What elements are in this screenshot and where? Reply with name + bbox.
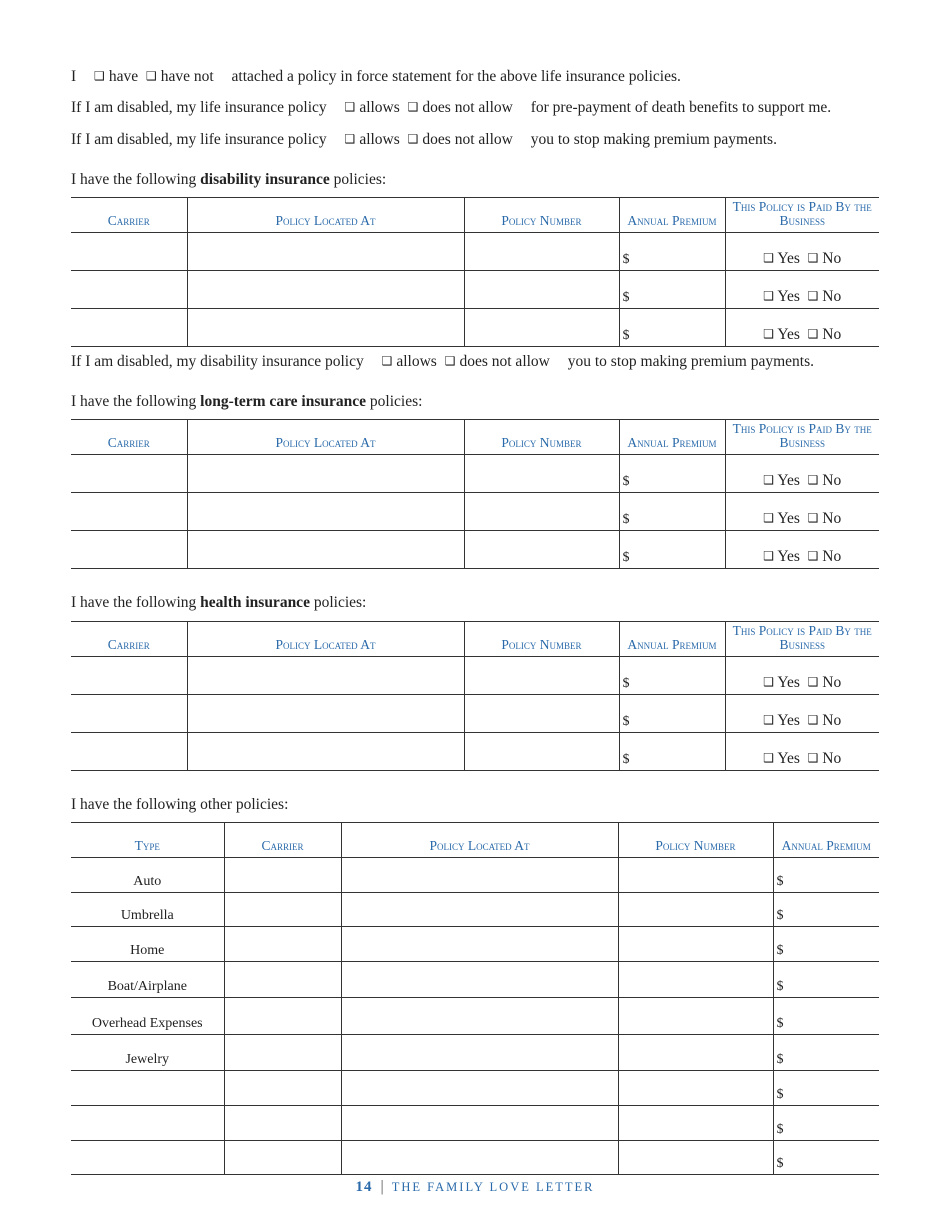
footer-title: THE FAMILY LOVE LETTER [391,1180,595,1194]
table-row [71,455,879,493]
premium-cell[interactable]: $ [619,455,725,493]
line-prefix: If I am disabled, my disability insurance policy [71,353,364,370]
no-checkbox[interactable]: ❑ [807,713,819,727]
policy-number-header: Policy Number [618,823,773,858]
policy-number-cell[interactable] [618,1035,773,1071]
carrier-cell[interactable] [71,657,187,695]
no-checkbox[interactable]: ❑ [807,473,819,487]
location-cell[interactable] [341,962,618,998]
premium-cell[interactable]: $ [619,695,725,733]
carrier-cell[interactable] [71,695,187,733]
allows-label: allows [396,353,437,370]
type-cell[interactable] [71,1071,224,1106]
does-not-allow-label: does not allow [422,99,513,116]
life-policy-statement-line [71,68,681,86]
carrier-cell[interactable] [224,1141,341,1175]
policy-number-cell[interactable] [464,309,619,347]
table-row [71,1071,879,1106]
table-row [71,962,879,998]
location-header: Policy Located At [187,198,464,233]
allows-label: allows [359,99,400,116]
other-heading: I have the following other policies: [71,796,289,813]
table-row [71,733,879,771]
carrier-cell[interactable] [224,858,341,893]
premium-cell[interactable]: $ [619,657,725,695]
paid-by-business-cell: ❑ Yes ❑ No [725,531,879,569]
table-row [71,657,879,695]
no-checkbox[interactable]: ❑ [807,289,819,303]
location-cell[interactable] [341,1035,618,1071]
carrier-cell[interactable] [224,893,341,927]
premium-cell[interactable]: $ [773,1106,879,1141]
line-prefix: I [71,68,77,85]
page-footer [0,1178,950,1196]
health-table [71,621,879,771]
location-cell[interactable] [187,455,464,493]
premium-cell[interactable]: $ [619,309,725,347]
table-row [71,858,879,893]
policy-number-cell[interactable] [464,271,619,309]
table-row [71,927,879,962]
paid-by-business-cell: ❑ Yes ❑ No [725,233,879,271]
policy-number-cell[interactable] [464,455,619,493]
carrier-cell[interactable] [71,733,187,771]
location-header: Policy Located At [341,823,618,858]
location-cell[interactable] [187,531,464,569]
yes-checkbox[interactable]: ❑ [763,251,775,265]
paid-by-business-cell: ❑ Yes ❑ No [725,309,879,347]
have-label: have [108,68,139,85]
life-premium-stop-line [71,131,777,149]
does-not-allow-label: does not allow [422,131,513,148]
policy-number-cell[interactable] [464,531,619,569]
carrier-header: Carrier [71,198,187,233]
yes-checkbox[interactable]: ❑ [763,549,775,563]
carrier-cell[interactable] [224,927,341,962]
paid-by-business-cell: ❑ Yes ❑ No [725,657,879,695]
other-policies-table [71,822,879,1175]
no-checkbox[interactable]: ❑ [807,327,819,341]
no-checkbox[interactable]: ❑ [807,511,819,525]
type-cell[interactable] [71,1106,224,1141]
location-cell[interactable] [341,1141,618,1175]
premium-cell[interactable]: $ [773,962,879,998]
yes-checkbox[interactable]: ❑ [763,751,775,765]
policy-number-cell[interactable] [464,733,619,771]
carrier-header: Carrier [224,823,341,858]
location-cell[interactable] [341,927,618,962]
policy-number-cell[interactable] [618,998,773,1035]
location-cell[interactable] [187,493,464,531]
allows-checkbox[interactable]: ❑ [344,132,356,146]
premium-cell[interactable]: $ [773,927,879,962]
disability-table [71,197,879,347]
policy-number-header: Policy Number [464,622,619,657]
type-header: Type [71,823,224,858]
premium-cell[interactable]: $ [773,1141,879,1175]
table-row [71,309,879,347]
yes-checkbox[interactable]: ❑ [763,289,775,303]
policy-number-cell[interactable] [464,493,619,531]
does-not-allow-checkbox[interactable]: ❑ [407,132,419,146]
paid-by-business-header: This Policy is Paid By the Business [725,420,879,455]
line-suffix: attached a policy in force statement for the above life insurance policies. [231,68,681,85]
carrier-cell[interactable] [224,1071,341,1106]
premium-header: Annual Premium [619,198,725,233]
have-not-label: have not [160,68,214,85]
line-suffix: you to stop making premium payments. [530,131,777,148]
premium-cell[interactable]: $ [773,998,879,1035]
line-prefix: If I am disabled, my life insurance policy [71,131,327,148]
table-row [71,1035,879,1071]
yes-checkbox[interactable]: ❑ [763,327,775,341]
paid-by-business-header: This Policy is Paid By the Business [725,198,879,233]
table-row [71,1106,879,1141]
no-checkbox[interactable]: ❑ [807,751,819,765]
paid-by-business-cell: ❑ Yes ❑ No [725,493,879,531]
carrier-cell[interactable] [71,233,187,271]
location-cell[interactable] [187,271,464,309]
table-row [71,893,879,927]
paid-by-business-cell: ❑ Yes ❑ No [725,455,879,493]
location-cell[interactable] [187,309,464,347]
carrier-header: Carrier [71,622,187,657]
carrier-header: Carrier [71,420,187,455]
table-row [71,531,879,569]
carrier-cell[interactable] [71,271,187,309]
paid-by-business-header: This Policy is Paid By the Business [725,622,879,657]
premium-cell[interactable]: $ [619,233,725,271]
policy-number-cell[interactable] [618,893,773,927]
type-cell: Home [71,927,224,962]
location-cell[interactable] [187,733,464,771]
location-cell[interactable] [341,1106,618,1141]
footer-divider: | [380,1178,384,1195]
yes-checkbox[interactable]: ❑ [763,511,775,525]
yes-checkbox[interactable]: ❑ [763,713,775,727]
carrier-cell[interactable] [224,998,341,1035]
carrier-cell[interactable] [71,309,187,347]
policy-number-cell[interactable] [618,858,773,893]
policy-number-cell[interactable] [464,695,619,733]
location-cell[interactable] [341,998,618,1035]
premium-cell[interactable]: $ [773,893,879,927]
premium-cell[interactable]: $ [619,271,725,309]
page-number: 14 [355,1179,373,1195]
type-cell: Jewelry [71,1035,224,1071]
does-not-allow-checkbox[interactable]: ❑ [444,354,456,368]
paid-by-business-cell: ❑ Yes ❑ No [725,695,879,733]
allows-label: allows [359,131,400,148]
location-cell[interactable] [187,695,464,733]
carrier-cell[interactable] [224,962,341,998]
location-header: Policy Located At [187,420,464,455]
carrier-cell[interactable] [224,1035,341,1071]
premium-header: Annual Premium [619,622,725,657]
yes-checkbox[interactable]: ❑ [763,675,775,689]
line-prefix: If I am disabled, my life insurance policy [71,99,327,116]
type-cell: Auto [71,858,224,893]
disability-heading: I have the following disability insurance policies: [71,171,387,188]
premium-cell[interactable]: $ [619,733,725,771]
premium-cell[interactable]: $ [773,1071,879,1106]
line-suffix: for pre-payment of death benefits to support me. [530,99,832,116]
type-cell[interactable] [71,1141,224,1175]
premium-cell[interactable]: $ [619,531,725,569]
premium-cell[interactable]: $ [619,493,725,531]
no-checkbox[interactable]: ❑ [807,251,819,265]
premium-cell[interactable]: $ [773,858,879,893]
does-not-allow-label: does not allow [459,353,550,370]
type-cell: Umbrella [71,893,224,927]
policy-number-cell[interactable] [464,657,619,695]
have-not-checkbox[interactable]: ❑ [145,69,157,83]
type-cell: Overhead Expenses [71,998,224,1035]
disability-premium-stop-line [71,353,814,371]
premium-cell[interactable]: $ [773,1035,879,1071]
location-cell[interactable] [341,893,618,927]
table-row [71,695,879,733]
allows-checkbox[interactable]: ❑ [344,100,356,114]
table-row [71,998,879,1035]
type-cell: Boat/Airplane [71,962,224,998]
ltc-heading: I have the following long-term care insurance policies: [71,393,423,410]
policy-number-cell[interactable] [618,927,773,962]
location-cell[interactable] [187,657,464,695]
location-cell[interactable] [187,233,464,271]
prepayment-line [71,99,831,117]
does-not-allow-checkbox[interactable]: ❑ [407,100,419,114]
carrier-cell[interactable] [224,1106,341,1141]
allows-checkbox[interactable]: ❑ [381,354,393,368]
policy-number-header: Policy Number [464,420,619,455]
policy-number-cell[interactable] [618,1141,773,1175]
carrier-cell[interactable] [71,493,187,531]
paid-by-business-cell: ❑ Yes ❑ No [725,733,879,771]
policy-number-cell[interactable] [464,233,619,271]
policy-number-cell[interactable] [618,962,773,998]
location-header: Policy Located At [187,622,464,657]
have-checkbox[interactable]: ❑ [94,69,105,83]
carrier-cell[interactable] [71,455,187,493]
health-heading: I have the following health insurance policies: [71,594,367,611]
policy-number-cell[interactable] [618,1106,773,1141]
carrier-cell[interactable] [71,531,187,569]
location-cell[interactable] [341,858,618,893]
no-checkbox[interactable]: ❑ [807,549,819,563]
premium-header: Annual Premium [619,420,725,455]
no-checkbox[interactable]: ❑ [807,675,819,689]
yes-checkbox[interactable]: ❑ [763,473,775,487]
table-row [71,493,879,531]
paid-by-business-cell: ❑ Yes ❑ No [725,271,879,309]
ltc-table [71,419,879,569]
location-cell[interactable] [341,1071,618,1106]
policy-number-cell[interactable] [618,1071,773,1106]
table-row [71,1141,879,1175]
premium-header: Annual Premium [773,823,879,858]
table-row [71,233,879,271]
line-suffix: you to stop making premium payments. [567,353,815,370]
policy-number-header: Policy Number [464,198,619,233]
table-row [71,271,879,309]
